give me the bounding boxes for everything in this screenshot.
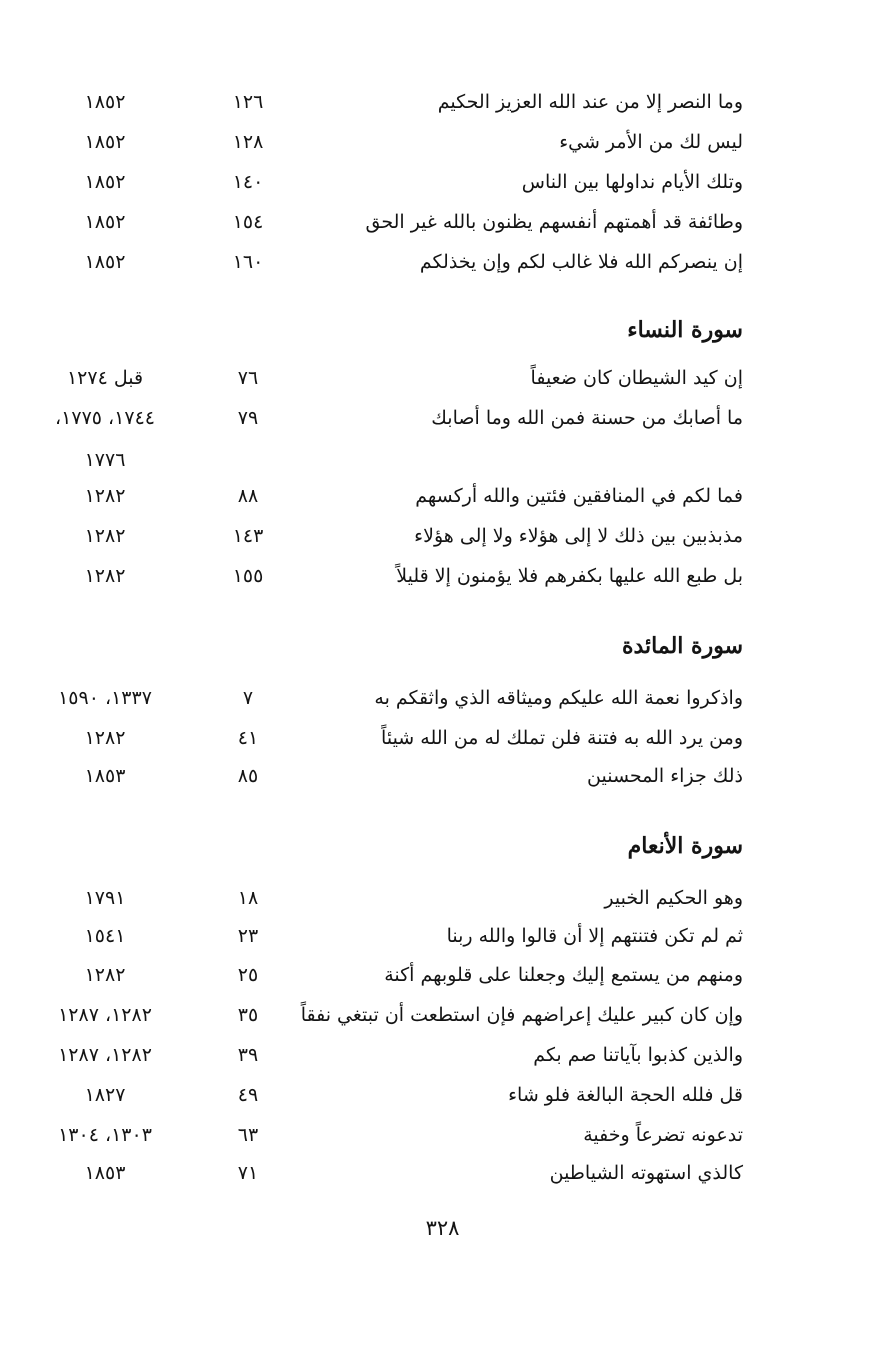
table-row <box>0 476 885 516</box>
surah-heading-nisa: سورة النساء <box>627 317 743 343</box>
page-reference: ١٢٨٢ <box>84 964 126 986</box>
page-reference: ١٣٠٣، ١٣٠٤ <box>58 1124 152 1146</box>
page-reference: ١٧٤٤، ١٧٧٥، <box>55 407 155 429</box>
verse-number: ٣٩ <box>237 1044 259 1066</box>
table-row <box>0 955 885 995</box>
verse-text: ومن يرد الله به فتنة فلن تملك له من الله شيئاً <box>381 727 743 749</box>
page-reference: ١٨٥٣ <box>84 765 126 787</box>
surah-heading-anam: سورة الأنعام <box>627 833 743 859</box>
verse-number: ٢٣ <box>237 925 259 947</box>
table-row <box>0 358 885 398</box>
table-row <box>0 1153 885 1193</box>
page-reference: ١٥٤١ <box>84 925 126 947</box>
page-number: ٣٢٨ <box>425 1216 460 1240</box>
verse-text: قل فلله الحجة البالغة فلو شاء <box>508 1084 743 1106</box>
verse-number: ١٨ <box>237 887 259 909</box>
verse-text: كالذي استهوته الشياطين <box>549 1162 743 1184</box>
table-row <box>0 516 885 556</box>
verse-text: وإن كان كبير عليك إعراضهم فإن استطعت أن تبتغي نفقاً <box>300 1004 743 1026</box>
table-row <box>0 678 885 718</box>
verse-text: وهو الحكيم الخبير <box>604 887 743 909</box>
verse-number: ١٥٤ <box>232 211 264 233</box>
verse-number: ١٢٦ <box>232 91 264 113</box>
verse-number: ٧١ <box>237 1162 259 1184</box>
verse-text: ثم لم تكن فتنتهم إلا أن قالوا والله ربنا <box>446 925 743 947</box>
table-row <box>0 440 885 480</box>
verse-number: ١٦٠ <box>232 251 264 273</box>
table-row <box>0 995 885 1035</box>
verse-text: والذين كذبوا بآياتنا صم بكم <box>533 1044 743 1066</box>
verse-text: تدعونه تضرعاً وخفية <box>583 1124 743 1146</box>
page-reference: ١٣٣٧، ١٥٩٠ <box>58 687 152 709</box>
table-row <box>0 916 885 956</box>
verse-number: ١٥٥ <box>232 565 264 587</box>
table-row <box>0 162 885 202</box>
page-reference: ١٨٥٢ <box>84 251 126 273</box>
verse-number: ٤١ <box>237 727 259 749</box>
verse-text: واذكروا نعمة الله عليكم وميثاقه الذي واثقكم به <box>374 687 743 709</box>
verse-number: ٣٥ <box>237 1004 259 1026</box>
verse-text: فما لكم في المنافقين فئتين والله أركسهم <box>415 485 743 507</box>
verse-text: ما أصابك من حسنة فمن الله وما أصابك <box>431 407 743 429</box>
page-reference: ١٨٥٣ <box>84 1162 126 1184</box>
page-reference: ١٢٨٢ <box>84 565 126 587</box>
page-reference: قبل ١٢٧٤ <box>66 367 144 389</box>
verse-text: ليس لك من الأمر شيء <box>559 131 743 153</box>
table-row <box>0 202 885 242</box>
verse-text: إن كيد الشيطان كان ضعيفاً <box>530 367 743 389</box>
verse-text: وطائفة قد أهمتهم أنفسهم يظنون بالله غير الحق <box>365 211 743 233</box>
verse-text: وتلك الأيام نداولها بين الناس <box>521 171 743 193</box>
page-reference: ١٢٨٢، ١٢٨٧ <box>58 1004 152 1026</box>
verse-text: إن ينصركم الله فلا غالب لكم وإن يخذلكم <box>419 251 743 273</box>
page-reference: ١٧٧٦ <box>84 449 126 471</box>
verse-number: ٧٩ <box>237 407 259 429</box>
verse-number: ١٢٨ <box>232 131 264 153</box>
page-reference: ١٢٨٢، ١٢٨٧ <box>58 1044 152 1066</box>
verse-number: ١٤٠ <box>232 171 264 193</box>
page-reference: ١٨٥٢ <box>84 171 126 193</box>
verse-number: ١٤٣ <box>232 525 264 547</box>
page-reference: ١٨٥٢ <box>84 91 126 113</box>
table-row <box>0 556 885 596</box>
page-reference: ١٨٢٧ <box>84 1084 126 1106</box>
page-reference: ١٢٨٢ <box>84 727 126 749</box>
verse-number: ٢٥ <box>237 964 259 986</box>
verse-text: مذبذبين بين ذلك لا إلى هؤلاء ولا إلى هؤلاء <box>414 525 743 547</box>
page-reference: ١٨٥٢ <box>84 211 126 233</box>
page-reference: ١٨٥٢ <box>84 131 126 153</box>
verse-text: وما النصر إلا من عند الله العزيز الحكيم <box>437 91 743 113</box>
table-row <box>0 1075 885 1115</box>
table-row <box>0 122 885 162</box>
verse-text: ومنهم من يستمع إليك وجعلنا على قلوبهم أكنة <box>384 964 743 986</box>
verse-text: بل طبع الله عليها بكفرهم فلا يؤمنون إلا قليلاً <box>396 565 743 587</box>
table-row <box>0 756 885 796</box>
page-reference: ١٢٨٢ <box>84 525 126 547</box>
verse-number: ٧٦ <box>237 367 259 389</box>
verse-number: ٦٣ <box>237 1124 259 1146</box>
table-row <box>0 242 885 282</box>
table-row <box>0 878 885 918</box>
page-reference: ١٢٨٢ <box>84 485 126 507</box>
verse-number: ٤٩ <box>237 1084 259 1106</box>
verse-number: ٨٨ <box>237 485 259 507</box>
verse-number: ٧ <box>242 687 254 709</box>
verse-text: ذلك جزاء المحسنين <box>587 765 743 787</box>
table-row <box>0 1115 885 1155</box>
table-row <box>0 398 885 438</box>
verse-number: ٨٥ <box>237 765 259 787</box>
page-reference: ١٧٩١ <box>84 887 126 909</box>
table-row <box>0 718 885 758</box>
surah-heading-maida: سورة المائدة <box>621 633 743 659</box>
table-row <box>0 1035 885 1075</box>
table-row <box>0 82 885 122</box>
